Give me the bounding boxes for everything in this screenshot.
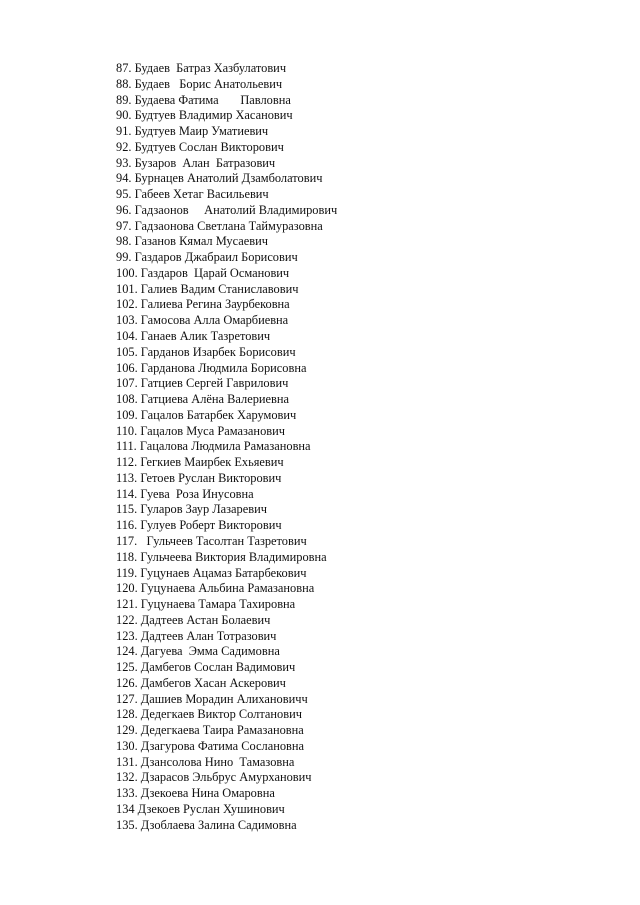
list-item: 132. Дзарасов Эльбрус Амурханович xyxy=(116,770,312,785)
list-item: 99. Газдаров Джабраил Борисович xyxy=(116,250,298,265)
list-item: 131. Дзансолова Нино Тамазовна xyxy=(116,754,295,769)
list-item: 105. Гарданов Изарбек Борисович xyxy=(116,344,296,359)
list-item: 129. Дедегкаева Таира Рамазановна xyxy=(116,723,304,738)
list-item: 127. Дашиев Морадин Алихановичч xyxy=(116,691,308,706)
list-item: 97. Гадзаонова Светлана Таймуразовна xyxy=(116,218,323,233)
list-item: 133. Дзекоева Нина Омаровна xyxy=(116,786,275,801)
list-item: 114. Гуева Роза Инусовна xyxy=(116,486,254,501)
list-item: 119. Гуцунаев Ацамаз Батарбекович xyxy=(116,565,307,580)
list-item: 111. Гацалова Людмила Рамазановна xyxy=(116,439,311,454)
list-item: 102. Галиева Регина Заурбековна xyxy=(116,297,290,312)
list-item: 122. Дадтеев Астан Болаевич xyxy=(116,612,271,627)
list-item: 92. Будтуев Сослан Викторович xyxy=(116,139,284,154)
list-item: 90. Будтуев Владимир Хасанович xyxy=(116,108,293,123)
list-item: 93. Бузаров Алан Батразович xyxy=(116,155,276,170)
list-item: 112. Гегкиев Маирбек Ехьяевич xyxy=(116,455,284,470)
list-item: 94. Бурнацев Анатолий Дзамболатович xyxy=(116,171,323,186)
list-item: 115. Гуларов Заур Лазаревич xyxy=(116,502,267,517)
list-item: 95. Габеев Хетаг Васильевич xyxy=(116,187,269,202)
list-item: 118. Гульчеева Виктория Владимировна xyxy=(116,549,327,564)
list-item: 124. Дагуева Эмма Садимовна xyxy=(116,644,280,659)
list-item: 128. Дедегкаев Виктор Солтанович xyxy=(116,707,302,722)
list-item: 88. Будаев Борис Анатольевич xyxy=(116,76,283,91)
list-item: 120. Гуцунаева Альбина Рамазановна xyxy=(116,581,315,596)
list-item: 135. Дзоблаева Залина Садимовна xyxy=(116,817,297,832)
list-item: 126. Дамбегов Хасан Аскерович xyxy=(116,675,286,690)
list-item: 113. Гетоев Руслан Викторович xyxy=(116,470,282,485)
list-item: 121. Гуцунаева Тамара Тахировна xyxy=(116,597,296,612)
list-item: 103. Гамосова Алла Омарбиевна xyxy=(116,313,289,328)
name-list xyxy=(116,61,337,834)
list-item: 116. Гулуев Роберт Викторович xyxy=(116,518,282,533)
list-item: 109. Гацалов Батарбек Харумович xyxy=(116,407,297,422)
list-item: 125. Дамбегов Сослан Вадимович xyxy=(116,660,296,675)
list-item: 107. Гатциев Сергей Гаврилович xyxy=(116,376,289,391)
list-item: 100. Газдаров Царай Османович xyxy=(116,265,290,280)
list-item: 123. Дадтеев Алан Тотразович xyxy=(116,628,277,643)
list-item: 91. Будтуев Маир Уматиевич xyxy=(116,124,269,139)
list-item: 110. Гацалов Муса Рамазанович xyxy=(116,423,285,438)
list-item: 104. Ганаев Алик Тазретович xyxy=(116,329,271,344)
list-item: 87. Будаев Батраз Хазбулатович xyxy=(116,61,287,75)
list-item: 89. Будаева Фатима Павловна xyxy=(116,92,291,107)
list-item: 106. Гарданова Людмила Борисовна xyxy=(116,360,307,375)
list-item: 101. Галиев Вадим Станиславович xyxy=(116,281,299,296)
list-item: 130. Дзагурова Фатима Сослановна xyxy=(116,738,305,753)
list-item: 134 Дзекоев Руслан Хушинович xyxy=(116,801,285,816)
list-item: 96. Гадзаонов Анатолий Владимирович xyxy=(116,202,338,217)
list-item: 108. Гатциева Алёна Валериевна xyxy=(116,392,289,407)
list-item: 98. Газанов Кямал Мусаевич xyxy=(116,234,268,249)
list-item: 117. Гульчеев Тасолтан Тазретович xyxy=(116,533,307,548)
